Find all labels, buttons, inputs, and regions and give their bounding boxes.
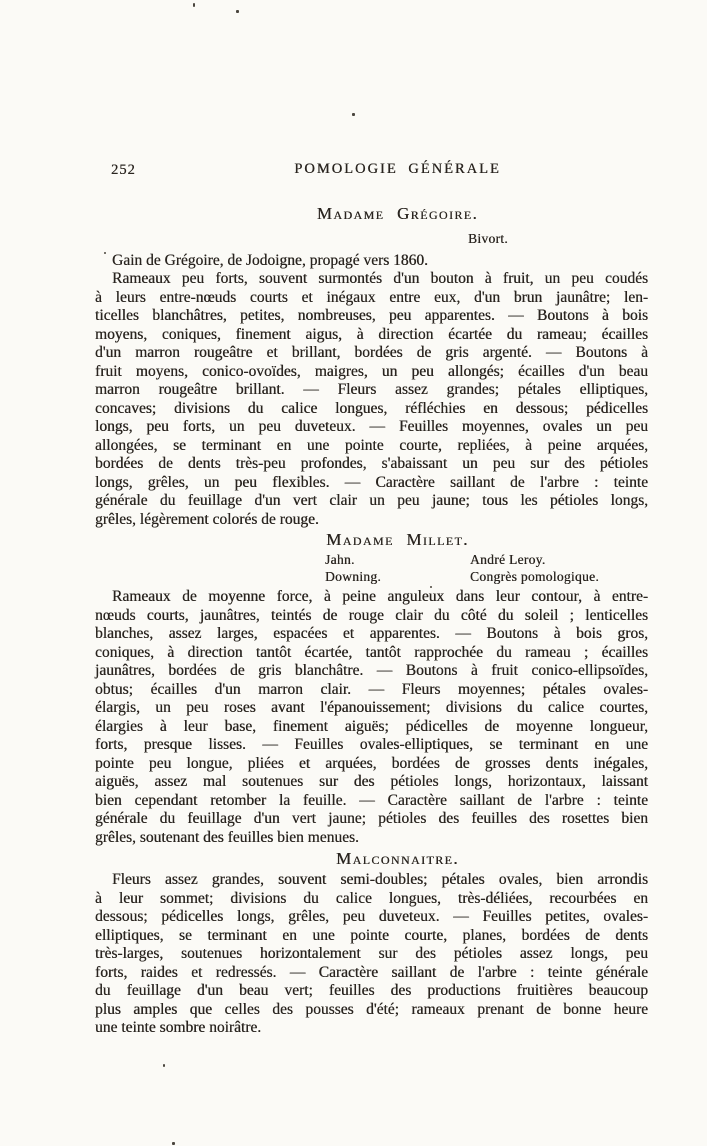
- attribution-column-left: [325, 551, 381, 585]
- text-line: elliptiques, se terminant en une pointe courte, planes, bordées de dents: [95, 926, 648, 944]
- text-line: Fleurs assez grandes, souvent semi-doubles; pétales ovales, bien arrondis: [112, 871, 648, 888]
- text-line: plus amples que celles des pousses d'été; rameaux prenant de bonne heure: [95, 1000, 648, 1018]
- text-line: d'un marron rougeâtre et brillant, bordées de gris argenté. — Boutons à: [95, 344, 648, 361]
- text-line: moyens, coniques, finement aigus, à direction écartée du rameau; écailles: [95, 325, 648, 343]
- scan-speck: [172, 1142, 175, 1145]
- attribution-jahn: Jahn.: [325, 552, 355, 567]
- paragraph-millet-description: [95, 588, 648, 847]
- attribution-andre-leroy: André Leroy.: [470, 552, 546, 567]
- paragraph-malconnaitre-description: [95, 871, 648, 1038]
- text-line: allongées, se terminant en une pointe courte, repliées, à peine arquées,: [95, 436, 648, 454]
- text-line: pointe peu longue, pliées et arquées, bordées de grosses dents inégales,: [95, 754, 648, 772]
- attribution-congres-pomologique: Congrès pomologique.: [470, 569, 599, 584]
- scan-speck: [104, 252, 106, 254]
- text-line: fruit moyens, conico-ovoïdes, maigres, un peu allongés; écailles d'un beau: [95, 362, 648, 380]
- text-line: forts, raides et redressés. — Caractère saillant de l'arbre : teinte générale: [95, 963, 648, 981]
- paragraph-gregoire-description: [95, 270, 648, 529]
- section-title-madame-millet: Madame Millet.: [326, 530, 469, 549]
- text-line: aiguës, assez mal soutenues sur des pétioles longs, horizontaux, laissant: [95, 773, 648, 790]
- text-line: générale du feuillage d'un vert clair un peu jaune; tous les pétioles longs,: [95, 492, 648, 509]
- text-line: Gain de Grégoire, de Jodoigne, propagé vers 1860.: [112, 252, 428, 269]
- scan-speck: [163, 1064, 165, 1067]
- text-line: obtus; écailles d'un marron clair. — Fleurs moyennes; pétales ovales-: [95, 680, 648, 698]
- text-line: ticelles blanchâtres, petites, nombreuses, peu apparentes. — Boutons à bois: [95, 307, 648, 324]
- paragraph-gregoire-intro: [95, 252, 648, 271]
- running-head-title: POMOLOGIE GÉNÉRALE: [294, 161, 501, 177]
- text-line: bien cependant retomber la feuille. — Caractère saillant de l'arbre : teinte: [95, 791, 648, 809]
- text-line: longs, grêles, un peu flexibles. — Caractère saillant de l'arbre : teinte: [95, 473, 648, 491]
- text-line: à leurs entre-nœuds courts et inégaux entre eux, d'un brun jaunâtre; len-: [95, 288, 648, 306]
- scan-speck: [352, 113, 355, 116]
- text-line: Rameaux peu forts, souvent surmontés d'un bouton à fruit, un peu coudés: [112, 270, 648, 287]
- scan-speck: [430, 586, 432, 588]
- text-line: grêles, soutenant des feuilles bien menues.: [95, 828, 359, 846]
- section-title-madame-gregoire: Madame Grégoire.: [316, 204, 479, 223]
- text-line: générale du feuillage d'un vert jaune; pétioles des feuilles des rosettes bien: [95, 810, 648, 827]
- text-line: une teinte sombre noirâtre.: [95, 1019, 262, 1036]
- text-line: élargis, un peu roses avant l'épanouissement; divisions du calice courtes,: [95, 699, 648, 716]
- scan-speck: [193, 3, 195, 7]
- attribution-column-right: [470, 551, 599, 585]
- section-title-malconnaitre: Malconnaitre.: [336, 849, 459, 868]
- attribution-downing: Downing.: [325, 569, 382, 584]
- text-line: marron rougeâtre brillant. — Fleurs assez grandes; pétales elliptiques,: [95, 381, 648, 398]
- text-line: Rameaux de moyenne force, à peine anguleux dans leur contour, à entre-: [112, 588, 648, 605]
- text-line: forts, presque lisses. — Feuilles ovales-elliptiques, se terminant en une: [95, 736, 648, 753]
- text-line: élargies à leur base, finement aiguës; pédicelles de moyenne longueur,: [95, 717, 648, 735]
- text-line: blanches, assez larges, espacées et apparentes. — Boutons à bois gros,: [95, 625, 648, 642]
- text-line: longs, peu forts, un peu duveteux. — Feuilles moyennes, ovales un peu: [95, 418, 648, 435]
- attribution-bivort: Bivort.: [468, 231, 508, 246]
- text-line: grêles, légèrement colorés de rouge.: [95, 510, 319, 528]
- page-number: 252: [111, 162, 136, 178]
- text-line: dessous; pédicelles longs, grêles, peu duveteux. — Feuilles petites, ovales-: [95, 908, 648, 925]
- text-line: bordées de dents très-peu profondes, s'abaissant un peu sur des pétioles: [95, 455, 648, 472]
- text-line: jaunâtres, bordées de gris blanchâtre. — Boutons à fruit conico-ellipsoïdes,: [95, 662, 648, 679]
- text-line: à leur sommet; divisions du calice longues, très-déliées, recourbées en: [95, 889, 648, 907]
- text-line: très-larges, soutenues horizontalement sur des pétioles assez longs, peu: [95, 945, 648, 962]
- text-line: coniques, à direction tantôt écartée, tantôt rapprochée du rameau ; écailles: [95, 643, 648, 661]
- scan-speck: [236, 10, 239, 13]
- text-line: du feuillage d'un beau vert; feuilles des productions fruitières beaucoup: [95, 982, 648, 999]
- text-line: nœuds courts, jaunâtres, teintés de rouge clair du côté du soleil ; lenticelles: [95, 606, 648, 624]
- text-line: concaves; divisions du calice longues, réfléchies en dessous; pédicelles: [95, 399, 648, 417]
- running-header: [95, 161, 648, 181]
